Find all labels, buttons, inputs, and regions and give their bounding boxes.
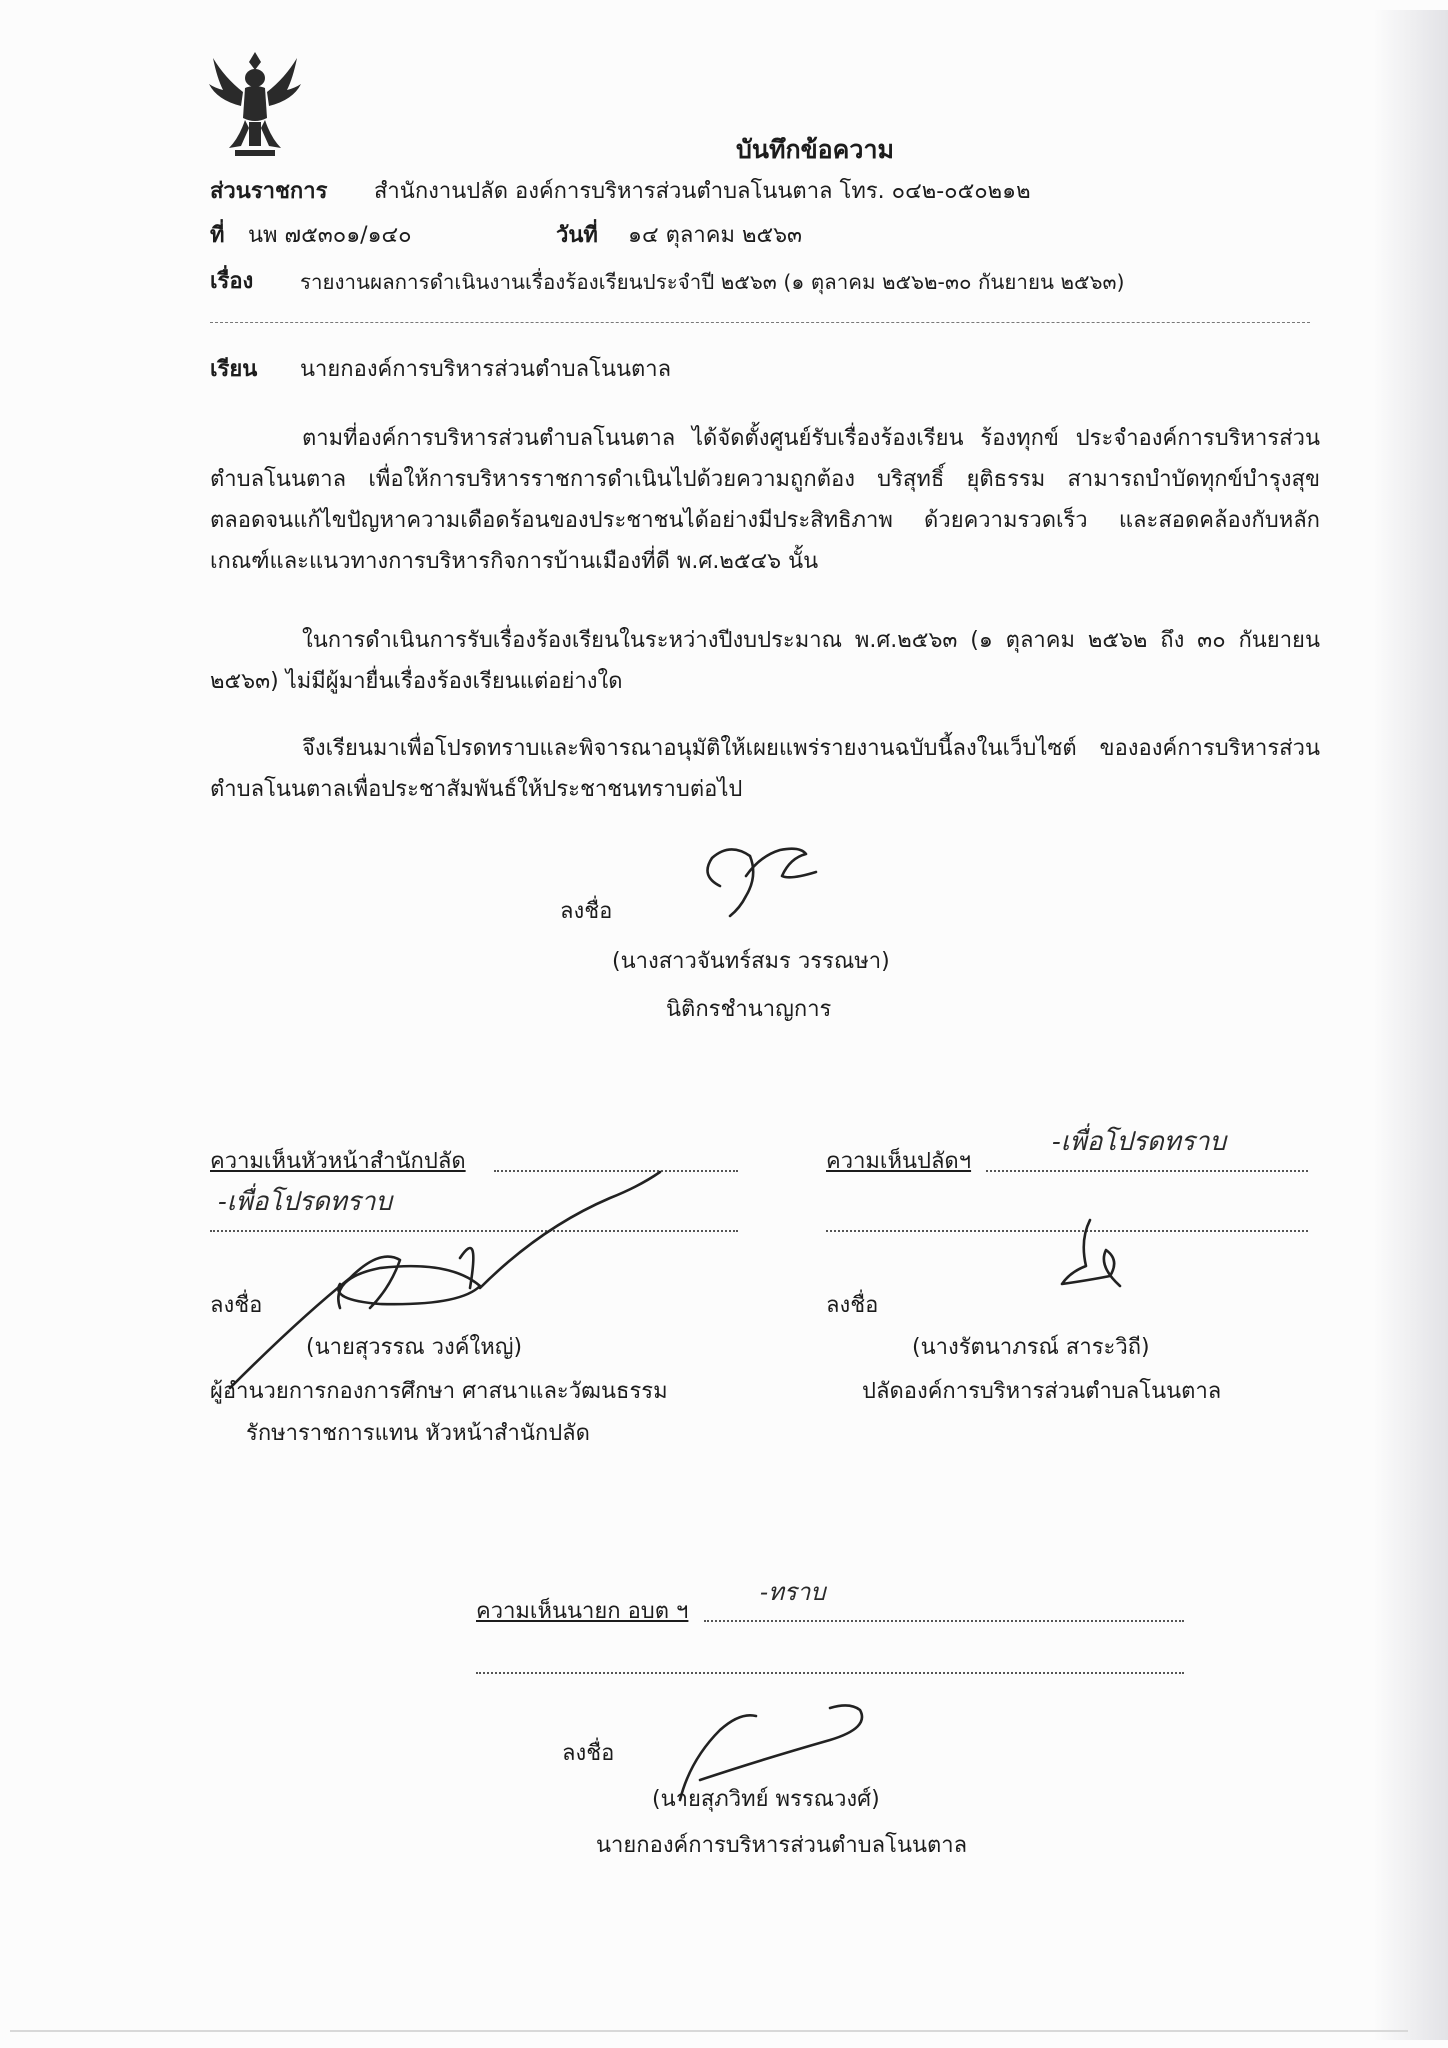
opinion-mayor-position: นายกองค์การบริหารส่วนตำบลโนนตาล [596,1833,968,1858]
body-paragraph-3: จึงเรียนมาเพื่อโปรดทราบและพิจารณาอนุมัติให้เผยแพร่รายงานฉบับนี้ลงในเว็บไซต์ ขององค์การบริหารส่วนตำบลโนนตาลเพื่อประชาสัมพันธ์ให้ประชาชนทราบต่อไป [210,736,1320,802]
scan-shadow [1373,10,1448,2040]
body-paragraph-1: ตามที่องค์การบริหารส่วนตำบลโนนตาล ได้จัดตั้งศูนย์รับเรื่องร้องเรียน ร้องทุกข์ ประจำองค์การบริหารส่วนตำบลโนนตาล เพื่อให้การบริหารราชการดำเนินไปด้วยความถูกต้อง บริสุทธิ์ ยุติธรรม สามารถบำบัดทุกข์บำรุงสุข ตลอดจนแก้ไขปัญหาความเดือดร้อนของประชาชนได้อย่างมีประสิทธิภาพ ด้วยความรวดเร็ว และสอดคล้องกับหลักเกณฑ์และแนวทางการบริหารกิจการบ้านเมืองที่ดี พ.ศ.๒๕๔๖ นั้น [210,426,1320,574]
opinion-mayor-dotline-1 [704,1620,1184,1622]
date-label: วันที่ [556,223,598,248]
opinion-head-handwritten: -เพื่อโปรดทราบ [218,1187,392,1217]
opinion-head-position-2: รักษาราชการแทน หัวหน้าสำนักปลัด [246,1421,590,1446]
opinion-mayor-name: (นายสุภวิทย์ พรรณวงศ์) [652,1787,880,1812]
opinion-mayor-label: ความเห็นนายก อบต ฯ [476,1599,689,1624]
ref-label: ที่ [210,223,225,248]
opinion-head-label: ความเห็นหัวหน้าสำนักปลัด [210,1149,466,1174]
opinion-head-sign-label: ลงชื่อ [210,1293,263,1318]
opinion-head-position-1: ผู้อำนวยการกองการศึกษา ศาสนาและวัฒนธรรม [210,1379,668,1404]
opinion-mayor-sign-label: ลงชื่อ [562,1741,615,1766]
subject-value: รายงานผลการดำเนินงานเรื่องร้องเรียนประจำปี ๒๕๖๓ (๑ ตุลาคม ๒๕๖๒-๓๐ กันยายน ๒๕๖๓) [300,270,1125,294]
ref-value: นพ ๗๕๓๐๑/๑๔๐ [248,223,412,248]
garuda-emblem-icon [205,48,305,158]
opinion-clerk-handwritten: -เพื่อโปรดทราบ [1052,1127,1226,1157]
signer1-sign-label: ลงชื่อ [560,899,613,924]
subject-label: เรื่อง [210,269,254,294]
opinion-clerk-label: ความเห็นปลัดฯ [826,1149,972,1174]
opinion-clerk-name: (นางรัตนาภรณ์ สาระวิถี) [912,1335,1150,1360]
signer1-position: นิติกรชำนาญการ [666,997,832,1022]
opinion-clerk-dotline-1 [986,1170,1308,1172]
opinion-clerk-sign-label: ลงชื่อ [826,1293,879,1318]
scan-bottom-edge [10,2030,1408,2032]
signature-head-office [220,1168,660,1398]
dept-value: สำนักงานปลัด องค์การบริหารส่วนตำบลโนนตาล โทร. ๐๔๒-๐๕๐๒๑๒ [374,179,1031,204]
to-label: เรียน [210,357,258,382]
header-divider [210,322,1310,323]
memo-title: บันทึกข้อความ [736,135,894,164]
dept-label: ส่วนราชการ [210,179,328,204]
date-value: ๑๔ ตุลาคม ๒๕๖๓ [628,223,803,248]
signature-clerk [1050,1210,1140,1300]
opinion-mayor-handwritten: -ทราบ [760,1578,826,1606]
opinion-clerk-position: ปลัดองค์การบริหารส่วนตำบลโนนตาล [862,1379,1222,1404]
body-paragraph-2: ในการดำเนินการรับเรื่องร้องเรียนในระหว่างปีงบประมาณ พ.ศ.๒๕๖๓ (๑ ตุลาคม ๒๕๖๒ ถึง ๓๐ กันยายน ๒๕๖๓) ไม่มีผู้มายื่นเรื่องร้องเรียนแต่อย่างใด [210,628,1320,694]
signer1-name: (นางสาวจันทร์สมร วรรณษา) [612,949,890,974]
signature-drafter [690,836,840,926]
opinion-mayor-dotline-2 [476,1672,1184,1674]
opinion-head-name: (นายสุวรรณ วงค์ใหญ่) [306,1335,523,1360]
to-value: นายกองค์การบริหารส่วนตำบลโนนตาล [300,357,672,382]
